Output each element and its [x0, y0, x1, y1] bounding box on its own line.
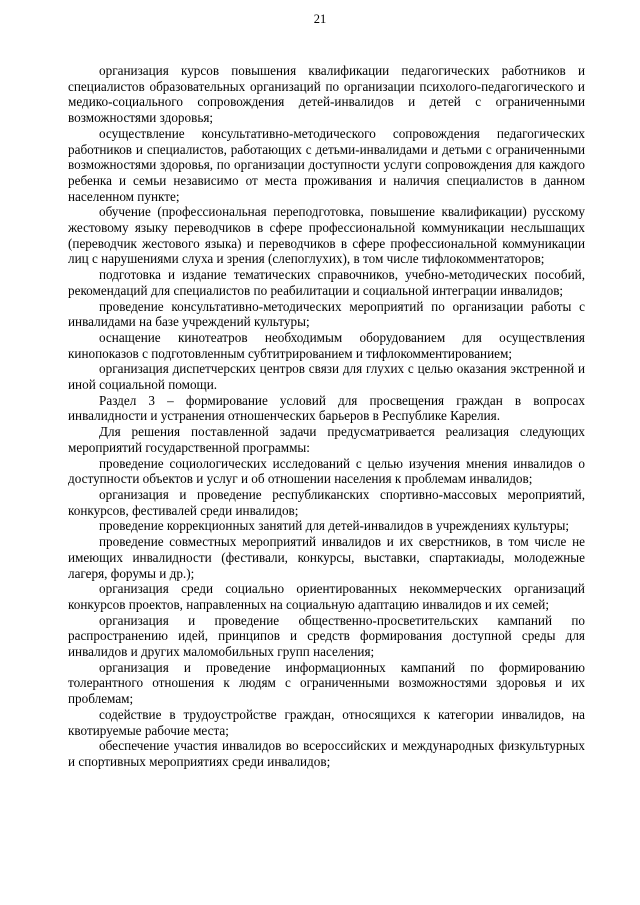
- paragraph: оснащение кинотеатров необходимым оборудованием для осуществления кинопоказов с подготовленным субтитрированием и тифлокомментированием;: [68, 329, 585, 361]
- paragraph: организация и проведение общественно-просветительских кампаний по распространению идей, принципов и средств формирования доступной среды для инвалидов и других маломобильных групп населения;: [68, 612, 585, 660]
- paragraph: осуществление консультативно-методического сопровождения педагогических работников и специалистов, работающих с детьми-инвалидами и детьми с ограниченными возможностями здоровья, по организации доступности услуги сопровождения для каждого ребенка и семьи независимо от места проживания и наличия специалистов в данном населенном пункте;: [68, 125, 585, 204]
- paragraph: обучение (профессиональная переподготовка, повышение квалификации) русскому жестовому языку переводчиков в сфере профессиональной коммуникации неслышащих (переводчик жестового языка) и переводчиков в сфере профессиональной коммуникации лиц с нарушениями слуха и зрения (слепоглухих), в том числе тифлокомментаторов;: [68, 204, 585, 267]
- paragraph: подготовка и издание тематических справочников, учебно-методических пособий, рекомендаций для специалистов по реабилитации и социальной интеграции инвалидов;: [68, 267, 585, 298]
- paragraph: организация диспетчерских центров связи для глухих с целью оказания экстренной и иной социальной помощи.: [68, 361, 585, 393]
- paragraph: Для решения поставленной задачи предусматривается реализация следующих мероприятий государственной программы:: [68, 424, 585, 455]
- paragraph: содействие в трудоустройстве граждан, относящихся к категории инвалидов, на квотируемые рабочие места;: [68, 706, 585, 738]
- paragraph: проведение социологических исследований с целью изучения мнения инвалидов о доступности объектов и услуг и об отношении населения к проблемам инвалидов;: [68, 455, 585, 487]
- body-text: [68, 63, 585, 770]
- paragraph: организация среди социально ориентированных некоммерческих организаций конкурсов проектов, направленных на социальную адаптацию инвалидов и их семей;: [68, 581, 585, 612]
- paragraph: проведение совместных мероприятий инвалидов и их сверстников, в том числе не имеющих инвалидности (фестивали, конкурсы, выставки, спартакиады, молодежные лагеря, форумы и др.);: [68, 534, 585, 581]
- paragraph: организация курсов повышения квалификации педагогических работников и специалистов образовательных организаций по организации психолого-педагогического и медико-социального сопровождения детей-инвалидов и детей с ограниченными возможностями здоровья;: [68, 63, 585, 126]
- paragraph: проведение коррекционных занятий для детей-инвалидов в учреждениях культуры;: [99, 518, 570, 534]
- paragraph: организация и проведение республиканских спортивно-массовых мероприятий, конкурсов, фестивалей среди инвалидов;: [68, 486, 585, 518]
- page-number: 21: [313, 12, 327, 26]
- section-heading-paragraph: Раздел 3 – формирование условий для просвещения граждан в вопросах инвалидности и устранения отношенческих барьеров в Республике Карелия.: [68, 392, 585, 424]
- paragraph: обеспечение участия инвалидов во всероссийских и международных физкультурных и спортивных мероприятиях среди инвалидов;: [68, 738, 585, 769]
- paragraph: проведение консультативно-методических мероприятий по организации работы с инвалидами на базе учреждений культуры;: [68, 298, 585, 330]
- paragraph: организация и проведение информационных кампаний по формированию толерантного отношения к людям с ограниченными возможностями здоровья и их проблемам;: [68, 659, 585, 707]
